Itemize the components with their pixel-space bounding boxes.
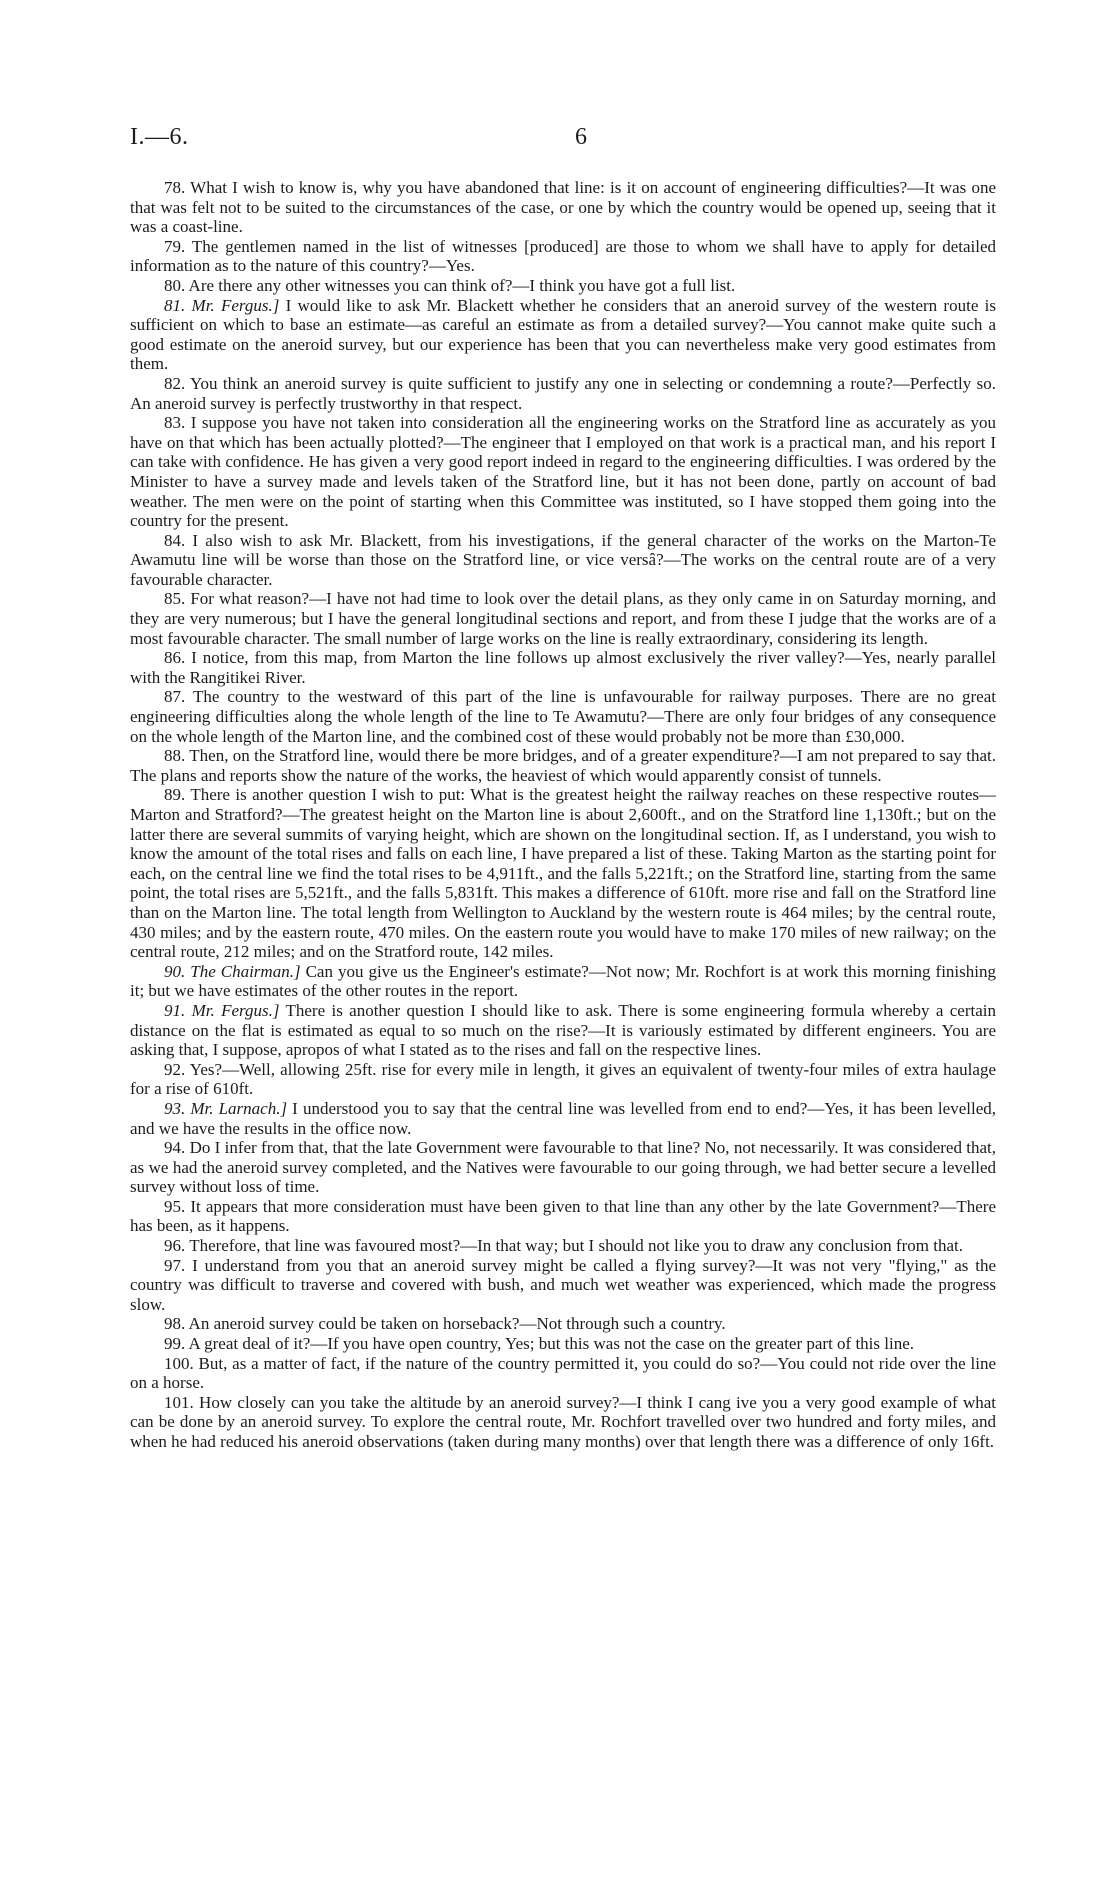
paragraph-text: 83. I suppose you have not taken into consideration all the engineering works on the Stratford line as accurately as you have on that which has been actually plotted?—The engineer that I employed on that work is a practical man, and his report I can take with confidence. He has given a very good report indeed in regard to the engineering difficulties. I was ordered by the Minister to have a survey made and levels taken of the Stratford line, but it has not been done, partly on account of bad weather. The men were on the point of starting when this Committee was instituted, so I have stopped them going into the country for the present.	[130, 413, 996, 531]
paragraph-86	[130, 648, 996, 687]
paragraph-83	[130, 413, 996, 531]
paragraph-text: Can you give us the Engineer's estimate?—Not now; Mr. Rochfort is at work this morning finishing it; but we have estimates of the other routes in the report.	[130, 961, 996, 1001]
paragraph-text: 92. Yes?—Well, allowing 25ft. rise for every mile in length, it gives an equivalent of twenty-four miles of extra haulage for a rise of 610ft.	[130, 1059, 996, 1099]
paragraph-97	[130, 1256, 996, 1315]
page-header	[130, 124, 1000, 154]
paragraph-94	[130, 1138, 996, 1197]
paragraph-90	[130, 962, 996, 1001]
paragraph-text: 87. The country to the westward of this part of the line is unfavourable for railway purposes. There are no great engineering difficulties along the whole length of the line to Te Awamutu?—There are only four bridges of any consequence on the whole length of the Marton line, and the combined cost of these would probably not be more than £30,000.	[130, 687, 996, 746]
paragraph-text: 99. A great deal of it?—If you have open country, Yes; but this was not the case on the greater part of this line.	[164, 1334, 915, 1354]
speaker-label: 81. Mr. Fergus.]	[164, 295, 280, 315]
paragraph-text: 98. An aneroid survey could be taken on horseback?—Not through such a country.	[164, 1314, 726, 1334]
paragraph-text: 82. You think an aneroid survey is quite sufficient to justify any one in selecting or condemning a route?—Perfectly so. An aneroid survey is perfectly trustworthy in that respect.	[130, 373, 996, 413]
paragraph-84	[130, 531, 996, 590]
paragraph-91	[130, 1001, 996, 1060]
paragraph-85	[130, 589, 996, 648]
paragraph-text: 89. There is another question I wish to put: What is the greatest height the railway reaches on these respective routes—Marton and Stratford?—The greatest height on the Marton line is about 2,600ft., and on the Stratford line 1,130ft.; but on the latter there are several summits of varying height, which are shown on the longitudinal section. If, as I understand, you wish to know the amount of the total rises and falls on each line, I have prepared a list of these. Taking Marton as the starting point for each, on the central line we find the total rises to be 4,911ft., and the falls 5,221ft.; on the Stratford line, starting from the same point, the total rises are 5,521ft., and the falls 5,831ft. This makes a difference of 610ft. more rise and fall on the Stratford line than on the Marton line. The total length from Wellington to Auckland by the western route is 464 miles; by the central route, 430 miles; and by the eastern route, 470 miles. On the eastern route you would have to make 170 miles of new railway; on the central route, 212 miles; and on the Stratford route, 142 miles.	[130, 785, 996, 962]
paragraph-text: I would like to ask Mr. Blackett whether he considers that an aneroid survey of the western route is sufficient on which to base an estimate—as careful an estimate as from a detailed survey?—You cannot make quite such a good estimate on the aneroid survey, but our experience has been that you can nevertheless make very good estimates from them.	[130, 295, 996, 374]
paragraph-text: 88. Then, on the Stratford line, would there be more bridges, and of a greater expenditure?—I am not prepared to say that. The plans and reports show the nature of the works, the heaviest of which would apparently consist of tunnels.	[130, 746, 996, 785]
paragraph-text: 79. The gentlemen named in the list of witnesses [produced] are those to whom we shall have to apply for detailed information as to the nature of this country?—Yes.	[130, 236, 996, 276]
paragraph-text: 97. I understand from you that an aneroid survey might be called a flying survey?—It was not very "flying," as the country was difficult to traverse and covered with bush, and much wet weather was experienced, which made the progress slow.	[130, 1255, 996, 1314]
paragraph-text: 85. For what reason?—I have not had time to look over the detail plans, as they only came in on Saturday morning, and they are very numerous; but I have the general longitudinal sections and report, and from these I judge that the works are of a most favourable character. The small number of large works on the line is really extraordinary, considering its length.	[130, 589, 996, 648]
paragraph-87	[130, 687, 996, 746]
paragraph-100	[130, 1354, 996, 1393]
paragraph-text: 96. Therefore, that line was favoured most?—In that way; but I should not like you to draw any conclusion from that.	[164, 1236, 963, 1256]
paragraph-79	[130, 237, 996, 276]
paragraph-96	[130, 1236, 996, 1256]
speaker-label: 93. Mr. Larnach.]	[164, 1098, 288, 1118]
paragraph-92	[130, 1060, 996, 1099]
paragraph-101	[130, 1393, 996, 1452]
paragraph-82	[130, 374, 996, 413]
paragraph-text: 94. Do I infer from that, that the late Government were favourable to that line? No, not necessarily. It was considered that, as we had the aneroid survey completed, and the Natives were favourable to our going through, we had better secure a levelled survey without loss of time.	[130, 1138, 996, 1197]
paragraph-text: 84. I also wish to ask Mr. Blackett, from his investigations, if the general character of the works on the Marton-Te Awamutu line will be worse than those on the Stratford line, or vice versâ?—The works on the central route are of a very favourable character.	[130, 530, 996, 589]
paragraph-text: 78. What I wish to know is, why you have abandoned that line: is it on account of engineering difficulties?—It was one that was felt not to be suited to the circumstances of the case, or one by which the country would be opened up, seeing that it was a coast-line.	[130, 178, 996, 237]
paragraph-text: There is another question I should like to ask. There is some engineering formula whereby a certain distance on the flat is estimated as equal to so much on the rise?—It is variously estimated by different engineers. You are asking that, I suppose, apropos of what I stated as to the rises and fall on the respective lines.	[130, 1000, 996, 1060]
paragraph-78	[130, 178, 996, 237]
paragraph-80	[130, 276, 996, 296]
speaker-label: 91. Mr. Fergus.]	[164, 1000, 280, 1020]
paragraph-text: 80. Are there any other witnesses you can think of?—I think you have got a full list.	[164, 275, 736, 295]
paragraph-88	[130, 746, 996, 785]
paragraph-text: I understood you to say that the central line was levelled from end to end?—Yes, it has been levelled, and we have the results in the office now.	[130, 1098, 996, 1138]
paragraph-81	[130, 296, 996, 374]
paragraph-99	[130, 1334, 996, 1354]
paragraph-text: 100. But, as a matter of fact, if the nature of the country permitted it, you could do so?—You could not ride over the line on a horse.	[130, 1353, 996, 1393]
paragraph-text: 101. How closely can you take the altitude by an aneroid survey?—I think I cang ive you a very good example of what can be done by an aneroid survey. To explore the central route, Mr. Rochfort travelled over two hundred and forty miles, and when he had reduced his aneroid observations (taken during many months) over that length there was a difference of only 16ft.	[130, 1392, 996, 1451]
paragraph-98	[130, 1314, 996, 1334]
page-body	[130, 178, 996, 1452]
page-number: 6	[575, 124, 587, 150]
paragraph-93	[130, 1099, 996, 1138]
paragraph-text: 86. I notice, from this map, from Marton the line follows up almost exclusively the river valley?—Yes, nearly parallel with the Rangitikei River.	[130, 648, 996, 687]
speaker-label: 90. The Chairman.]	[164, 961, 301, 981]
paragraph-89	[130, 785, 996, 961]
document-reference: I.—6.	[130, 124, 189, 150]
paragraph-text: 95. It appears that more consideration must have been given to that line than any other by the late Government?—There has been, as it happens.	[130, 1196, 996, 1236]
paragraph-95	[130, 1197, 996, 1236]
